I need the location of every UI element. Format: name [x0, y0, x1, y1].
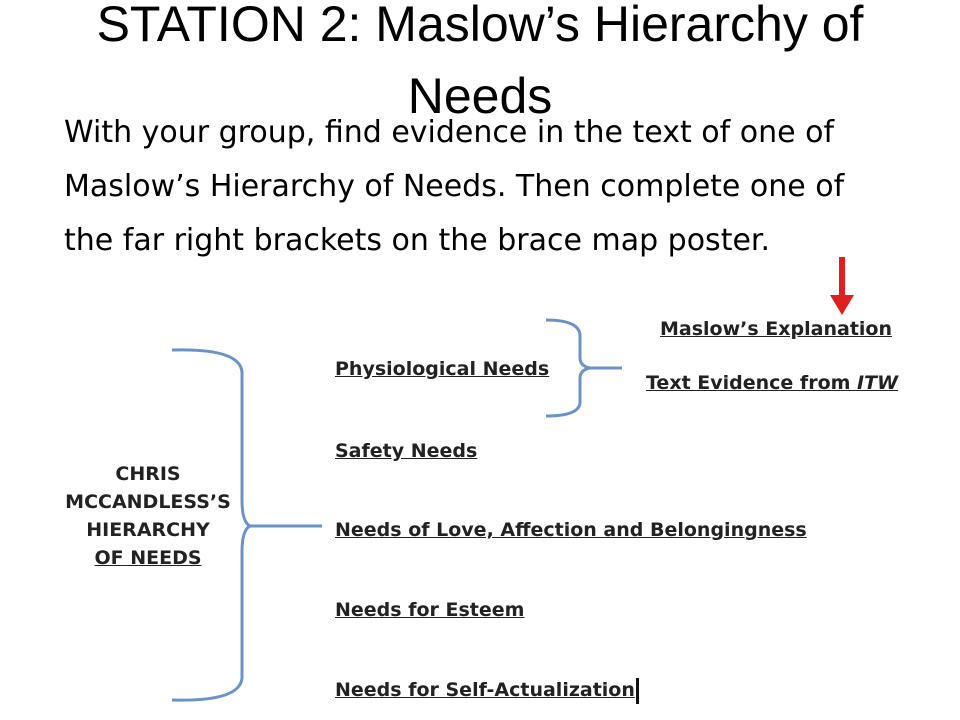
slide-title: STATION 2: Maslow’s Hierarchy of Needs: [96, 0, 864, 124]
evidence-source: ITW: [857, 372, 899, 394]
sub-brace: [546, 320, 590, 416]
need-love-belonging: Needs of Love, Affection and Belongingness: [335, 519, 807, 541]
need-esteem: Needs for Esteem: [335, 599, 525, 621]
need-safety: Safety Needs: [335, 440, 478, 462]
sub-item-explanation: Maslow’s Explanation: [660, 318, 892, 340]
down-arrow-icon: [826, 255, 858, 317]
root-line: CHRIS: [115, 463, 181, 485]
brace-map: [0, 300, 960, 720]
need-physiological: Physiological Needs: [335, 358, 550, 380]
instructions-text: With your group, find evidence in the text of one of Maslow’s Hierarchy of Needs. Then complete one of the far right brackets on the brace map poster.: [64, 115, 845, 258]
need-self-actualization: Needs for Self-Actualization: [335, 679, 635, 701]
root-line: MCCANDLESS’S: [65, 491, 231, 513]
root-line: HIERARCHY: [86, 519, 210, 541]
root-label: [60, 460, 236, 572]
root-line: OF NEEDS: [94, 547, 202, 569]
sub-item-evidence: [646, 372, 898, 394]
text-cursor: [636, 678, 639, 704]
evidence-prefix: Text Evidence from: [646, 372, 858, 394]
